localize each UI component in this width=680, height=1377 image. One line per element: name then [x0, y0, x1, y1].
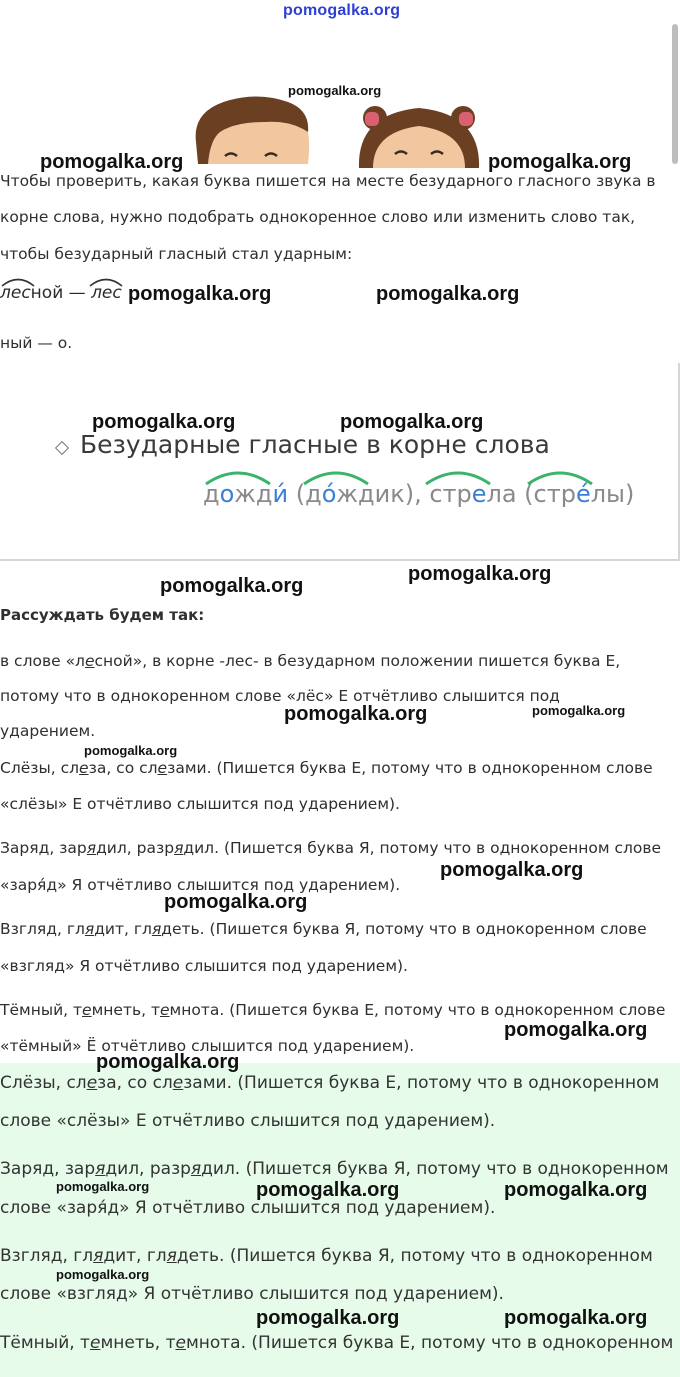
watermark: pomogalka.org [284, 703, 428, 725]
scrollbar[interactable] [672, 24, 678, 164]
example-cut-line: ный — о. [0, 334, 73, 352]
answer-line: Тёмный, темнеть, темнота. (Пишется буква Е, потому что в однокоренном [0, 1333, 674, 1353]
watermark: pomogalka.org [96, 1051, 240, 1073]
item-line: Слёзы, слеза, со слезами. (Пишется буква Е, потому что в однокоренном слове [0, 759, 653, 777]
suffix-1: ной [30, 283, 64, 303]
watermark: pomogalka.org [56, 1267, 150, 1282]
card-example: дожди́ (до́ждик), стрела (стре́лы) [203, 480, 635, 508]
watermark: pomogalka.org [128, 283, 272, 305]
watermark: pomogalka.org [504, 1019, 648, 1041]
watermark: pomogalka.org [56, 1179, 150, 1194]
answer-line: Заряд, зарядил, разрядил. (Пишется буква Я, потому что в однокоренном [0, 1159, 669, 1179]
item-line-2: «взгляд» Я отчётливо слышится под ударением). [0, 957, 408, 975]
root-arc-icon [0, 275, 36, 287]
item-line-2: «слёзы» Е отчётливо слышится под ударением). [0, 795, 400, 813]
root-arc-icon [88, 275, 124, 287]
answer-line: Слёзы, слеза, со слезами. (Пишется буква Е, потому что в однокоренном [0, 1073, 660, 1093]
watermark: pomogalka.org [160, 575, 304, 597]
girl-illustration [355, 96, 485, 168]
watermark: pomogalka.org [288, 83, 382, 98]
boy-illustration [190, 92, 320, 164]
answer-line-2: слове «слёзы» Е отчётливо слышится под ударением). [0, 1111, 496, 1131]
watermark: pomogalka.org [92, 411, 236, 433]
watermark: pomogalka.org [488, 151, 632, 173]
watermark: pomogalka.org [164, 891, 308, 913]
item-line-2: «тёмный» Ё отчётливо слышится под ударением). [0, 1037, 415, 1055]
item-line: Тёмный, темнеть, темнота. (Пишется буква Е, потому что в однокоренном слове [0, 1001, 666, 1019]
root-2: лес [91, 283, 122, 303]
reasoning-line-3: ударением. [0, 722, 96, 740]
intro-line-1: Чтобы проверить, какая буква пишется на месте безударного гласного звука в [0, 172, 656, 190]
answer-line: Взгляд, глядит, глядеть. (Пишется буква Я, потому что в однокоренном [0, 1246, 653, 1266]
card-title: Безударные гласные в корне слова [80, 430, 550, 459]
watermark: pomogalka.org [532, 703, 626, 718]
root-1: лес [0, 283, 31, 303]
item-line-2: «заря́д» Я отчётливо слышится под ударением). [0, 876, 401, 894]
reasoning-heading: Рассуждать будем так: [0, 606, 205, 624]
root-example [0, 283, 122, 303]
watermark: pomogalka.org [84, 743, 178, 758]
watermark: pomogalka.org [340, 411, 484, 433]
watermark: pomogalka.org [256, 1307, 400, 1329]
answer-line-2: слове «заря́д» Я отчётливо слышится под ударением). [0, 1198, 496, 1218]
dash: — [68, 283, 86, 303]
intro-line-2: корне слова, нужно подобрать однокоренное слово или изменить слово так, [0, 208, 636, 226]
item-line: Заряд, зарядил, разрядил. (Пишется буква Я, потому что в однокоренном слове [0, 839, 662, 857]
watermark: pomogalka.org [256, 1179, 400, 1201]
watermark: pomogalka.org [40, 151, 184, 173]
watermark: pomogalka.org [440, 859, 584, 881]
reasoning-line-2: потому что в однокоренном слове «лёс» Е отчётливо слышится под [0, 687, 560, 705]
answer-line-2: слове «взгляд» Я отчётливо слышится под ударением). [0, 1284, 504, 1304]
watermark: pomogalka.org [504, 1307, 648, 1329]
reasoning-line-1: в слове «лесной», в корне -лес- в безударном положении пишется буква Е, [0, 652, 621, 670]
item-line: Взгляд, глядит, глядеть. (Пишется буква Я, потому что в однокоренном слове [0, 920, 647, 938]
watermark: pomogalka.org [408, 563, 552, 585]
watermark: pomogalka.org [504, 1179, 648, 1201]
watermark: pomogalka.org [376, 283, 520, 305]
site-link[interactable]: pomogalka.org [283, 2, 401, 19]
intro-line-3: чтобы безударный гласный стал ударным: [0, 245, 353, 263]
